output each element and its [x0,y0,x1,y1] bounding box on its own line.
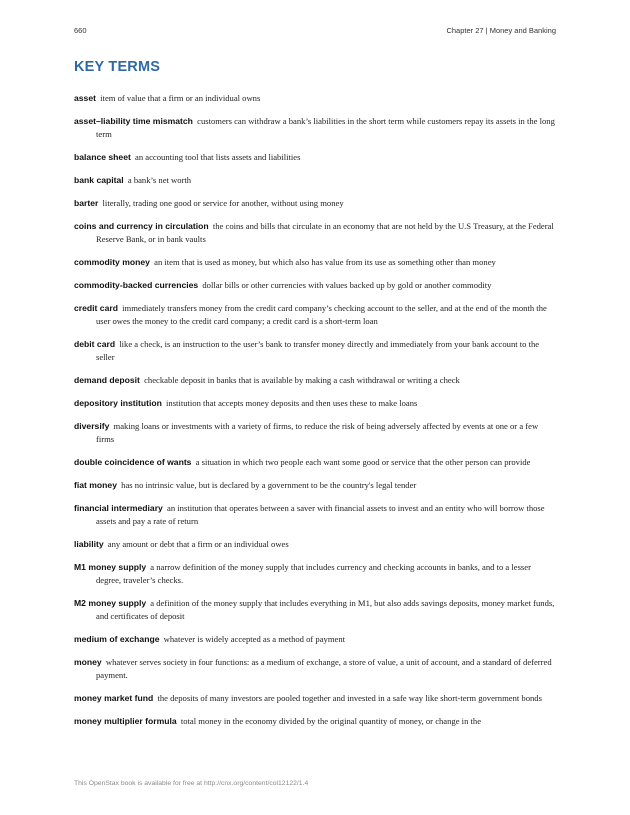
glossary-term: credit card [74,303,118,313]
glossary-term: asset–liability time mismatch [74,116,193,126]
glossary-term: M1 money supply [74,562,147,572]
glossary-definition: customers can withdraw a bank’s liabilities in the short term while customers repay its assets in the long term [96,116,555,139]
glossary-definition: whatever serves society in four functions: as a medium of exchange, a store of value, a unit of account, and a standard of deferred payment. [96,657,552,680]
page-footer: This OpenStax book is available for free at http://cnx.org/content/col12122/1.4 [74,780,309,787]
section-title: KEY TERMS [74,59,161,75]
glossary-term: debit card [74,339,116,349]
glossary-term: balance sheet [74,152,131,162]
glossary-term: depository institution [74,398,162,408]
glossary-entry [74,115,558,141]
glossary-entry [74,151,558,164]
glossary-term: M2 money supply [74,598,147,608]
glossary-definition: a narrow definition of the money supply that includes currency and checking accounts in banks, and to a lesser degree, traveler’s checks. [96,562,531,585]
glossary-entry [74,420,558,446]
glossary-definition: an accounting tool that lists assets and liabilities [135,152,301,162]
glossary-term: medium of exchange [74,634,160,644]
glossary-term: commodity-backed currencies [74,280,199,290]
glossary-entry [74,656,558,682]
glossary-entry [74,302,558,328]
glossary-definition: whatever is widely accepted as a method of payment [163,634,346,644]
glossary-entry [74,479,558,492]
glossary-term: asset [74,93,96,103]
glossary-term: commodity money [74,257,150,267]
glossary-definition: immediately transfers money from the credit card company’s checking account to the seller, and at the end of the month the user owes the money to the credit card company; a credit card is a short-term loan [96,303,547,326]
glossary-entry [74,456,558,469]
glossary-term: demand deposit [74,375,140,385]
glossary-entry [74,279,558,292]
glossary-definition: making loans or investments with a variety of firms, to reduce the risk of being adversely affected by events at one or a few firms [96,421,539,444]
glossary-definition: a bank’s net worth [127,175,192,185]
glossary-definition: an item that is used as money, but which also has value from its use as something other than money [154,257,496,267]
glossary-term: bank capital [74,175,124,185]
glossary-entry [74,174,558,187]
glossary-term: money [74,657,102,667]
glossary-term: money market fund [74,693,154,703]
glossary-entry [74,538,558,551]
glossary-definition: any amount or debt that a firm or an individual owes [107,539,289,549]
page-number: 660 [74,26,87,35]
glossary-term: double coincidence of wants [74,457,192,467]
glossary-term: fiat money [74,480,117,490]
glossary-entry [74,633,558,646]
glossary-definition: like a check, is an instruction to the user’s bank to transfer money directly and immediately from your bank account to the seller [96,339,540,362]
glossary-entry [74,561,558,587]
glossary-definition: the deposits of many investors are pooled together and invested in a safe way like short-term government bonds [157,693,542,703]
glossary-definition: literally, trading one good or service for another, without using money [102,198,344,208]
glossary-entry [74,197,558,210]
glossary-entry [74,502,558,528]
glossary-entry [74,92,558,105]
glossary-term: diversify [74,421,110,431]
glossary-entry [74,692,558,705]
glossary-definition: item of value that a firm or an individual owns [100,93,261,103]
key-terms-list [74,92,558,738]
glossary-definition: institution that accepts money deposits and then uses these to make loans [166,398,418,408]
glossary-definition: a situation in which two people each want some good or service that the other person can provide [195,457,531,467]
glossary-entry [74,338,558,364]
glossary-entry [74,397,558,410]
glossary-definition: checkable deposit in banks that is available by making a cash withdrawal or writing a check [144,375,460,385]
glossary-entry [74,597,558,623]
glossary-term: liability [74,539,104,549]
glossary-definition: dollar bills or other currencies with values backed up by gold or another commodity [202,280,492,290]
glossary-definition: has no intrinsic value, but is declared by a government to be the country's legal tender [121,480,417,490]
glossary-definition: the coins and bills that circulate in an economy that are not held by the U.S Treasury, at the Federal Reserve Bank, or in bank vaults [96,221,554,244]
glossary-entry [74,256,558,269]
glossary-term: coins and currency in circulation [74,221,209,231]
glossary-definition: total money in the economy divided by the original quantity of money, or change in the [180,716,482,726]
glossary-entry [74,715,558,728]
glossary-term: money multiplier formula [74,716,177,726]
chapter-title: Chapter 27 | Money and Banking [446,26,556,35]
glossary-definition: a definition of the money supply that includes everything in M1, but also adds savings deposits, money market funds, and certificates of deposit [96,598,555,621]
glossary-entry [74,220,558,246]
glossary-definition: an institution that operates between a saver with financial assets to invest and an entity who will borrow those assets and pay a rate of return [96,503,545,526]
glossary-term: barter [74,198,99,208]
glossary-entry [74,374,558,387]
page-header [74,26,556,38]
glossary-term: financial intermediary [74,503,163,513]
